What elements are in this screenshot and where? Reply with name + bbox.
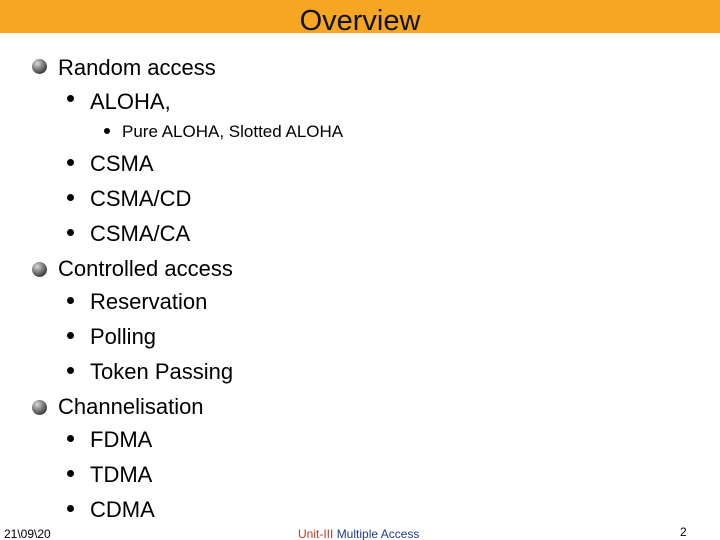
footer-title bbox=[298, 527, 419, 540]
sphere-bullet-icon bbox=[32, 400, 47, 415]
sphere-bullet-icon bbox=[32, 262, 47, 277]
bullet-dot-icon bbox=[67, 435, 74, 442]
footer-topic: Multiple Access bbox=[336, 527, 420, 540]
bullet-dot-icon bbox=[67, 159, 74, 166]
section-heading: Channelisation bbox=[58, 394, 204, 419]
page-number: 2 bbox=[680, 525, 687, 539]
bullet-dot-icon bbox=[67, 229, 74, 236]
bullet-dot-icon bbox=[67, 470, 74, 477]
bullet-dot-icon bbox=[67, 297, 74, 304]
title-bar bbox=[0, 0, 720, 37]
list-item: Polling bbox=[90, 324, 157, 349]
bullet-dot-icon bbox=[104, 128, 110, 134]
slide-title: Overview bbox=[299, 5, 421, 37]
list-item: Token Passing bbox=[90, 359, 234, 384]
list-item: ALOHA, bbox=[90, 89, 171, 114]
list-item: CSMA bbox=[90, 151, 154, 176]
list-item: TDMA bbox=[90, 462, 153, 487]
list-item: Reservation bbox=[90, 289, 208, 314]
sphere-bullet-icon bbox=[32, 59, 47, 74]
list-item: CSMA/CD bbox=[90, 186, 192, 211]
bullet-dot-icon bbox=[67, 194, 74, 201]
list-item: CDMA bbox=[90, 497, 155, 522]
section-heading: Random access bbox=[58, 55, 216, 80]
list-item: FDMA bbox=[90, 427, 153, 452]
bullet-dot-icon bbox=[67, 505, 74, 512]
footer-unit: Unit-III bbox=[298, 527, 334, 540]
bullet-dot-icon bbox=[67, 367, 74, 374]
list-subitem: Pure ALOHA, Slotted ALOHA bbox=[122, 122, 344, 141]
footer-date: 21\09\20 bbox=[4, 527, 51, 540]
bullet-dot-icon bbox=[67, 95, 74, 102]
bullet-dot-icon bbox=[67, 332, 74, 339]
section-heading: Controlled access bbox=[58, 256, 233, 281]
list-item: CSMA/CA bbox=[90, 221, 191, 246]
